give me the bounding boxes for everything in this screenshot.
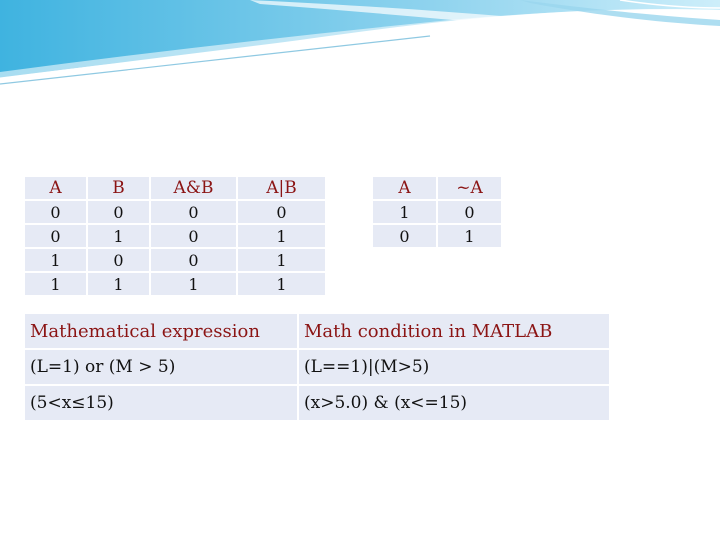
table-cell: (L==1)|(M>5): [299, 350, 609, 384]
decorative-banner: [0, 0, 720, 90]
column-header: B: [88, 177, 149, 199]
table-cell: (L=1) or (M > 5): [25, 350, 297, 384]
column-header: A: [25, 177, 86, 199]
table-row: [25, 225, 325, 247]
table-cell: 1: [238, 249, 325, 271]
binary-truth-table: [23, 175, 327, 297]
expression-comparison-table: [23, 312, 611, 422]
table-cell: 0: [88, 249, 149, 271]
table-cell: 0: [373, 225, 436, 247]
table-cell: (x>5.0) & (x<=15): [299, 386, 609, 420]
table-cell: 1: [25, 249, 86, 271]
table-row: [373, 201, 501, 223]
table-cell: 0: [88, 201, 149, 223]
column-header: ~A: [438, 177, 501, 199]
table-cell: 1: [238, 273, 325, 295]
not-truth-table: [371, 175, 503, 249]
table-header-row: [373, 177, 501, 199]
table-row: [25, 350, 609, 384]
table-cell: 0: [151, 225, 236, 247]
table-header-row: [25, 314, 609, 348]
table-cell: 1: [25, 273, 86, 295]
column-header: Mathematical expression: [25, 314, 297, 348]
column-header: A&B: [151, 177, 236, 199]
table-cell: 1: [438, 225, 501, 247]
table-cell: 0: [151, 249, 236, 271]
table-row: [373, 225, 501, 247]
column-header: A: [373, 177, 436, 199]
table-row: [25, 201, 325, 223]
table-header-row: [25, 177, 325, 199]
table-row: [25, 386, 609, 420]
table-cell: 1: [88, 225, 149, 247]
column-header: Math condition in MATLAB: [299, 314, 609, 348]
table-cell: 1: [238, 225, 325, 247]
column-header: A|B: [238, 177, 325, 199]
table-row: [25, 249, 325, 271]
table-cell: 0: [438, 201, 501, 223]
table-cell: 1: [88, 273, 149, 295]
table-cell: 1: [373, 201, 436, 223]
table-cell: 0: [25, 225, 86, 247]
table-cell: 1: [151, 273, 236, 295]
table-cell: 0: [151, 201, 236, 223]
table-cell: (5<x≤15): [25, 386, 297, 420]
table-cell: 0: [238, 201, 325, 223]
table-cell: 0: [25, 201, 86, 223]
table-row: [25, 273, 325, 295]
